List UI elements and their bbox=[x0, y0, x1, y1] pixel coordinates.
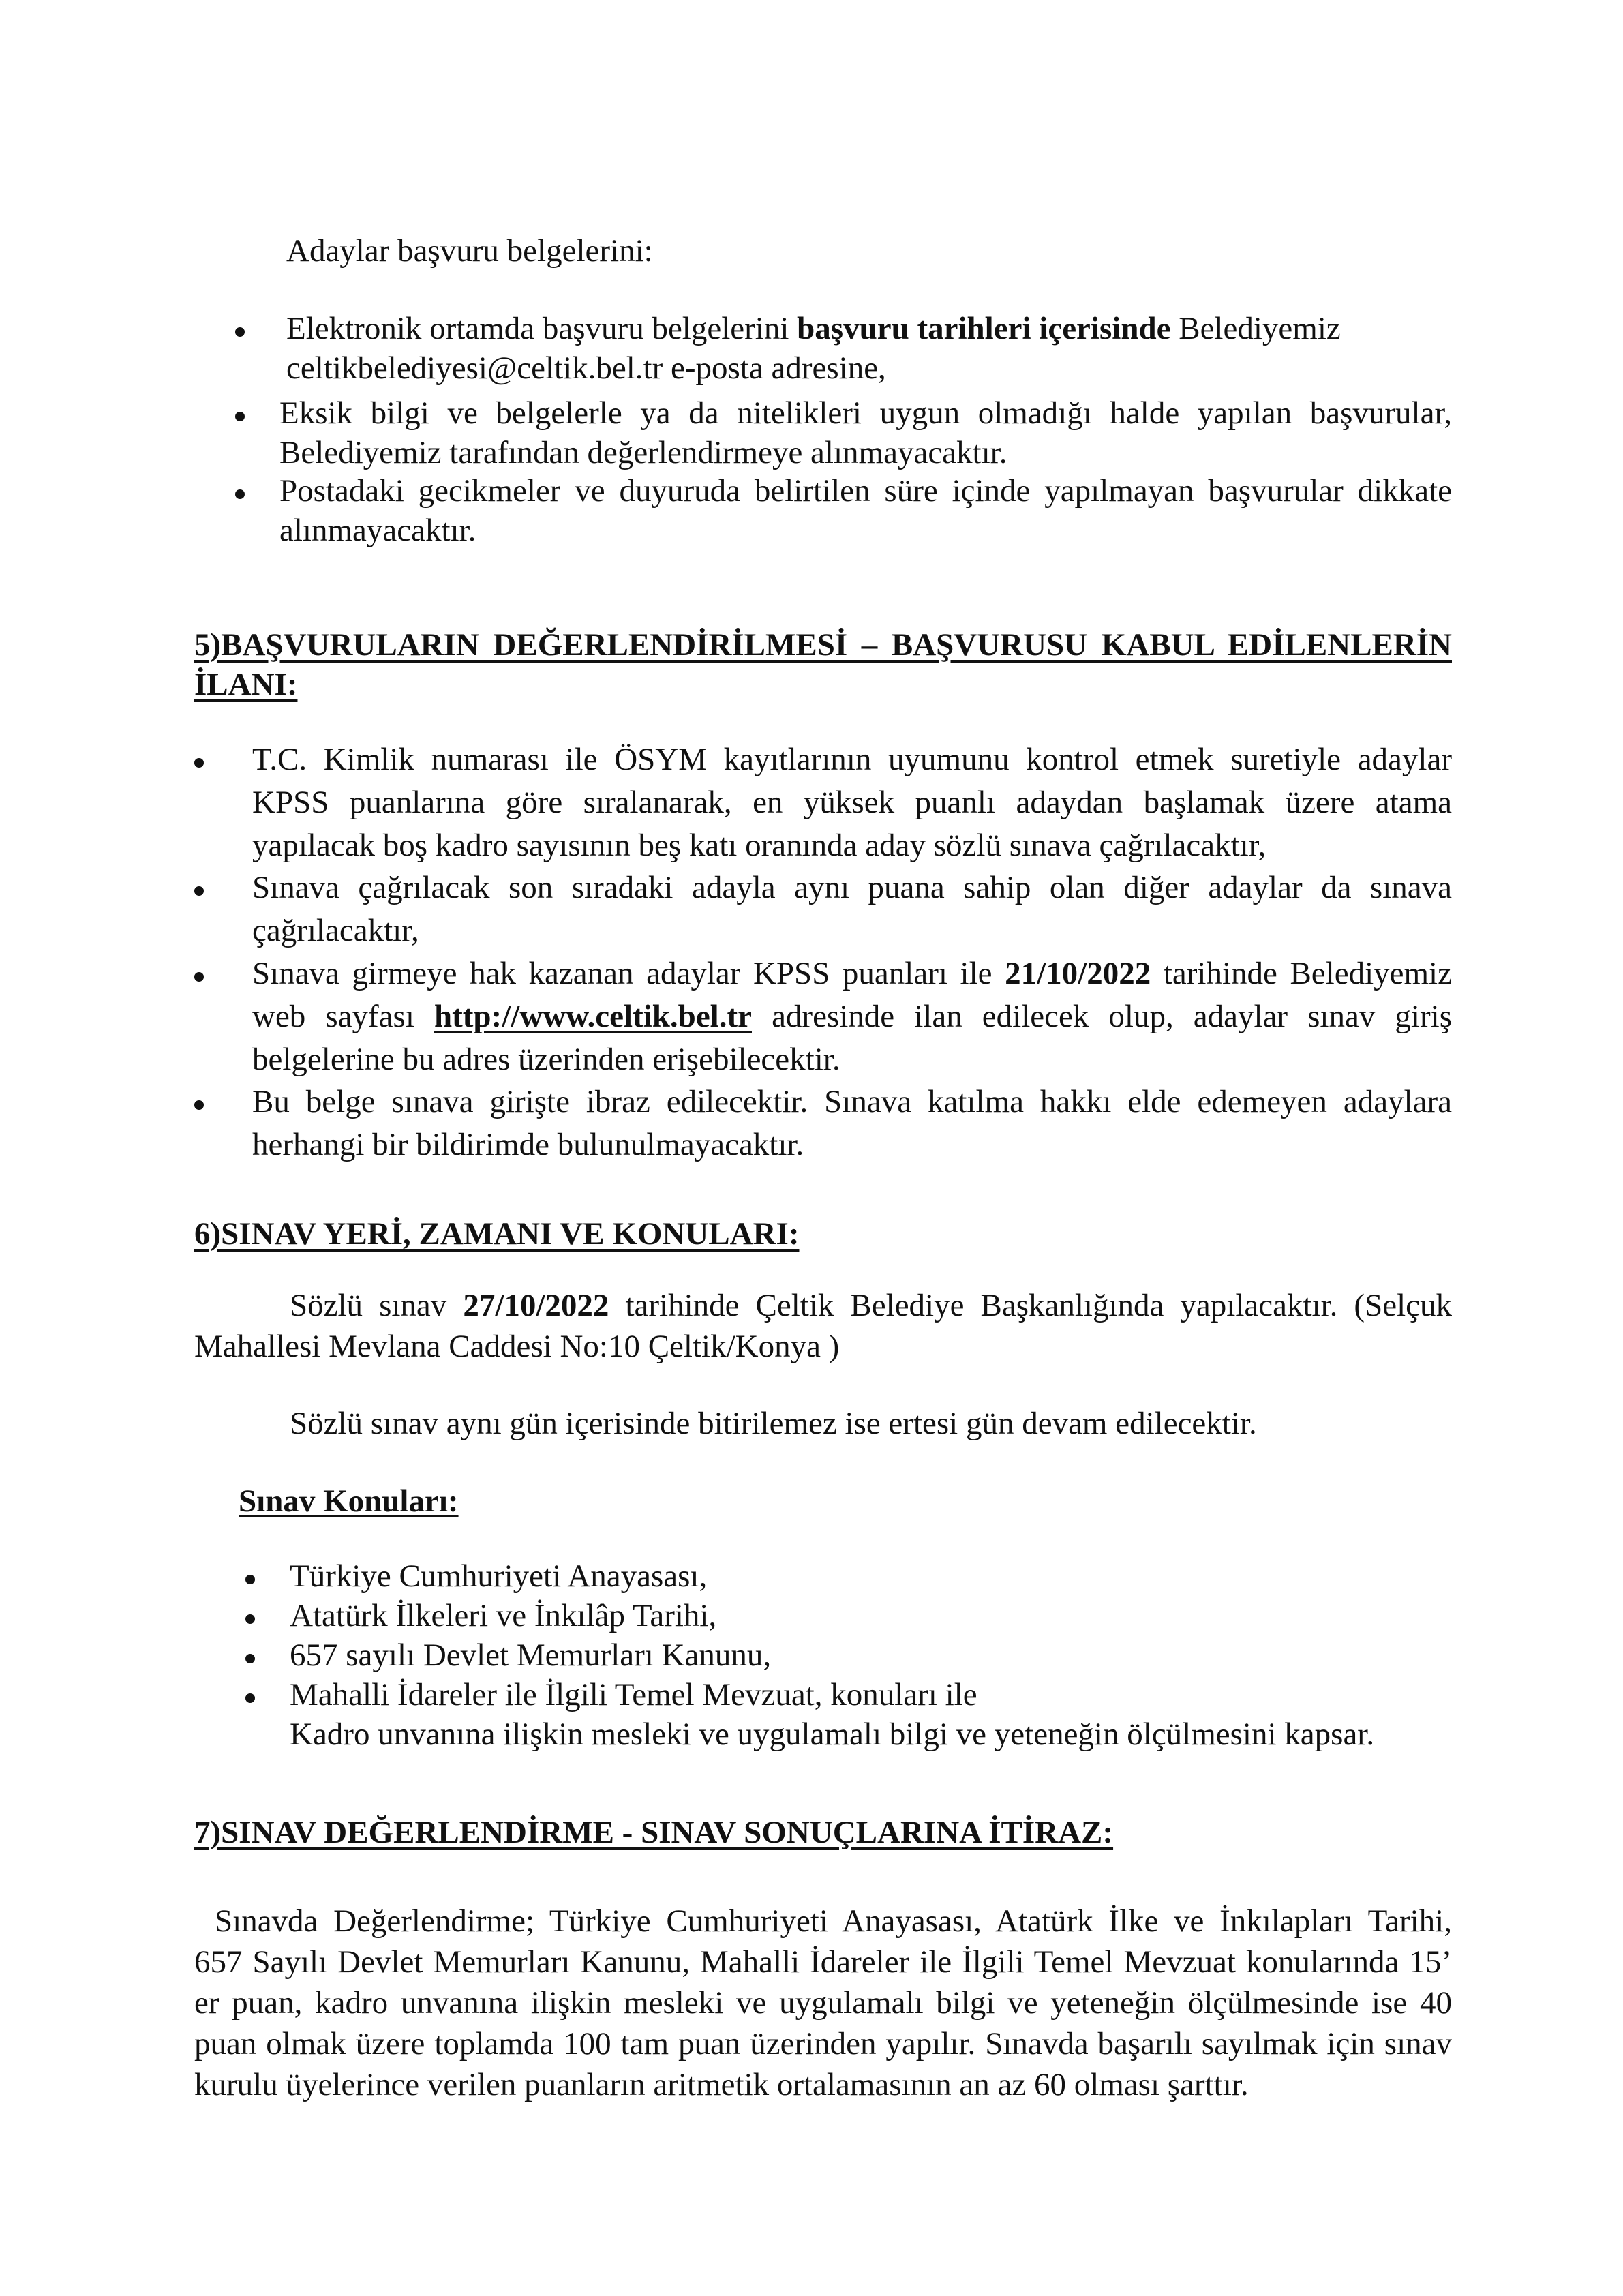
section5-heading-line2: İLANI: bbox=[194, 667, 298, 702]
s5-item-3-text-3: adresinde ilan edilecek olup, adaylar sınav giriş bbox=[752, 999, 1452, 1034]
s6-para2: Sözlü sınav aynı gün içerisinde bitirilemez ise ertesi gün devam edilecektir. bbox=[290, 1406, 1257, 1441]
s5-item-4-line1: Bu belge sınava girişte ibraz edilecektir. Sınava katılma hakkı elde edemeyen adaylara bbox=[252, 1084, 1452, 1119]
s5-item-3-line2 bbox=[252, 995, 1452, 1038]
bullet-icon bbox=[194, 972, 204, 982]
s5-item-3-text: Sınava girmeye hak kazanan adaylar KPSS puanları ile bbox=[252, 956, 1005, 991]
s7-line-1: Sınavda Değerlendirme; Türkiye Cumhuriyeti Anayasası, Atatürk İlke ve İnkılapları Tarihi, bbox=[215, 1903, 1452, 1939]
apply-item-2-line2: Belediyemiz tarafından değerlendirmeye alınmayacaktır. bbox=[279, 435, 1007, 470]
s6-para1-line2: Mahallesi Mevlana Caddesi No:10 Çeltik/Konya ) bbox=[194, 1329, 840, 1364]
s5-item-2-line1: Sınava çağrılacak son sıradaki adayla aynı puana sahip olan diğer adaylar da sınava bbox=[252, 870, 1452, 905]
apply-item-1-line1 bbox=[286, 307, 1452, 350]
s5-item-1-line3: yapılacak boş kadro sayısının beş katı oranında aday sözlü sınava çağrılacaktır, bbox=[252, 828, 1266, 863]
s6-para1-text: Sözlü sınav bbox=[290, 1288, 464, 1323]
subject-item: 657 sayılı Devlet Memurları Kanunu, bbox=[290, 1637, 772, 1673]
subject-item: Atatürk İlkeleri ve İnkılâp Tarihi, bbox=[290, 1598, 717, 1633]
s7-line-4: puan olmak üzere toplamda 100 tam puan üzerinden yapılır. Sınavda başarılı sayılmak için sınav bbox=[194, 2026, 1452, 2061]
s5-item-3-line1 bbox=[252, 952, 1452, 995]
subjects-tail: Kadro unvanına ilişkin mesleki ve uygulamalı bilgi ve yeteneğin ölçülmesini kapsar. bbox=[290, 1717, 1375, 1752]
bullet-icon bbox=[245, 1693, 255, 1703]
section6-heading: 6)SINAV YERİ, ZAMANI VE KONULARI: bbox=[194, 1216, 800, 1252]
s7-line-3: er puan, kadro unvanına ilişkin mesleki ve uygulamalı bilgi ve yeteneğin ölçülmesinde ise 40 bbox=[194, 1985, 1452, 2021]
apply-item-2-line1: Eksik bilgi ve belgelerle ya da nitelikleri uygun olmadığı halde yapılan başvurular, bbox=[279, 395, 1452, 431]
s5-item-1-line2: KPSS puanlarına göre sıralanarak, en yüksek puanlı adaydan başlamak üzere atama bbox=[252, 785, 1452, 820]
apply-item-1-line2: celtikbelediyesi@celtik.bel.tr e-posta adresine, bbox=[286, 350, 886, 386]
subjects-title: Sınav Konuları: bbox=[239, 1483, 459, 1519]
section5-heading-line1: 5)BAŞVURULARIN DEĞERLENDİRİLMESİ – BAŞVURUSU KABUL EDİLENLERİN bbox=[194, 627, 1452, 663]
s5-item-3-text-2: web sayfası bbox=[252, 999, 434, 1034]
s5-item-3-date: 21/10/2022 bbox=[1005, 956, 1151, 991]
s5-item-3-text-end: tarihinde Belediyemiz bbox=[1151, 956, 1452, 991]
bullet-icon bbox=[235, 489, 245, 499]
s5-item-2-line2: çağrılacaktır, bbox=[252, 913, 419, 948]
section7-heading: 7)SINAV DEĞERLENDİRME - SINAV SONUÇLARINA İTİRAZ: bbox=[194, 1815, 1114, 1850]
bullet-icon bbox=[235, 412, 245, 421]
s6-exam-date: 27/10/2022 bbox=[463, 1288, 609, 1323]
bullet-icon bbox=[235, 327, 245, 337]
intro-text: Adaylar başvuru belgelerini: bbox=[286, 233, 653, 269]
website-link[interactable]: http://www.celtik.bel.tr bbox=[434, 999, 752, 1034]
apply-item-3-line2: alınmayacaktır. bbox=[279, 513, 476, 548]
s6-para1-text-end: tarihinde Çeltik Belediye Başkanlığında yapılacaktır. (Selçuk bbox=[609, 1288, 1452, 1323]
subject-item: Mahalli İdareler ile İlgili Temel Mevzuat, konuları ile bbox=[290, 1677, 977, 1712]
s5-item-3-line3: belgelerine bu adres üzerinden erişebilecektir. bbox=[252, 1042, 840, 1077]
apply-item-1-text-end: Belediyemiz bbox=[1170, 311, 1341, 346]
apply-item-1-bold: başvuru tarihleri içerisinde bbox=[797, 311, 1171, 346]
subject-item: Türkiye Cumhuriyeti Anayasası, bbox=[290, 1558, 708, 1594]
bullet-icon bbox=[245, 1575, 255, 1584]
s6-para1-line1 bbox=[290, 1284, 1452, 1327]
apply-item-3-line1: Postadaki gecikmeler ve duyuruda belirtilen süre içinde yapılmayan başvurular dikkate bbox=[279, 473, 1452, 509]
bullet-icon bbox=[245, 1614, 255, 1624]
apply-item-1-text: Elektronik ortamda başvuru belgelerini bbox=[286, 311, 798, 346]
bullet-icon bbox=[194, 758, 204, 768]
s5-item-4-line2: herhangi bir bildirimde bulunulmayacaktır. bbox=[252, 1127, 804, 1162]
s7-line-5: kurulu üyelerince verilen puanların aritmetik ortalamasının an az 60 olması şarttır. bbox=[194, 2067, 1249, 2102]
bullet-icon bbox=[194, 886, 204, 896]
s7-line-2: 657 Sayılı Devlet Memurları Kanunu, Mahalli İdareler ile İlgili Temel Mevzuat konularında 15’ bbox=[194, 1944, 1452, 1980]
bullet-icon bbox=[194, 1100, 204, 1110]
s5-item-1-line1: T.C. Kimlik numarası ile ÖSYM kayıtlarının uyumunu kontrol etmek suretiyle adaylar bbox=[252, 742, 1452, 777]
bullet-icon bbox=[245, 1654, 255, 1663]
